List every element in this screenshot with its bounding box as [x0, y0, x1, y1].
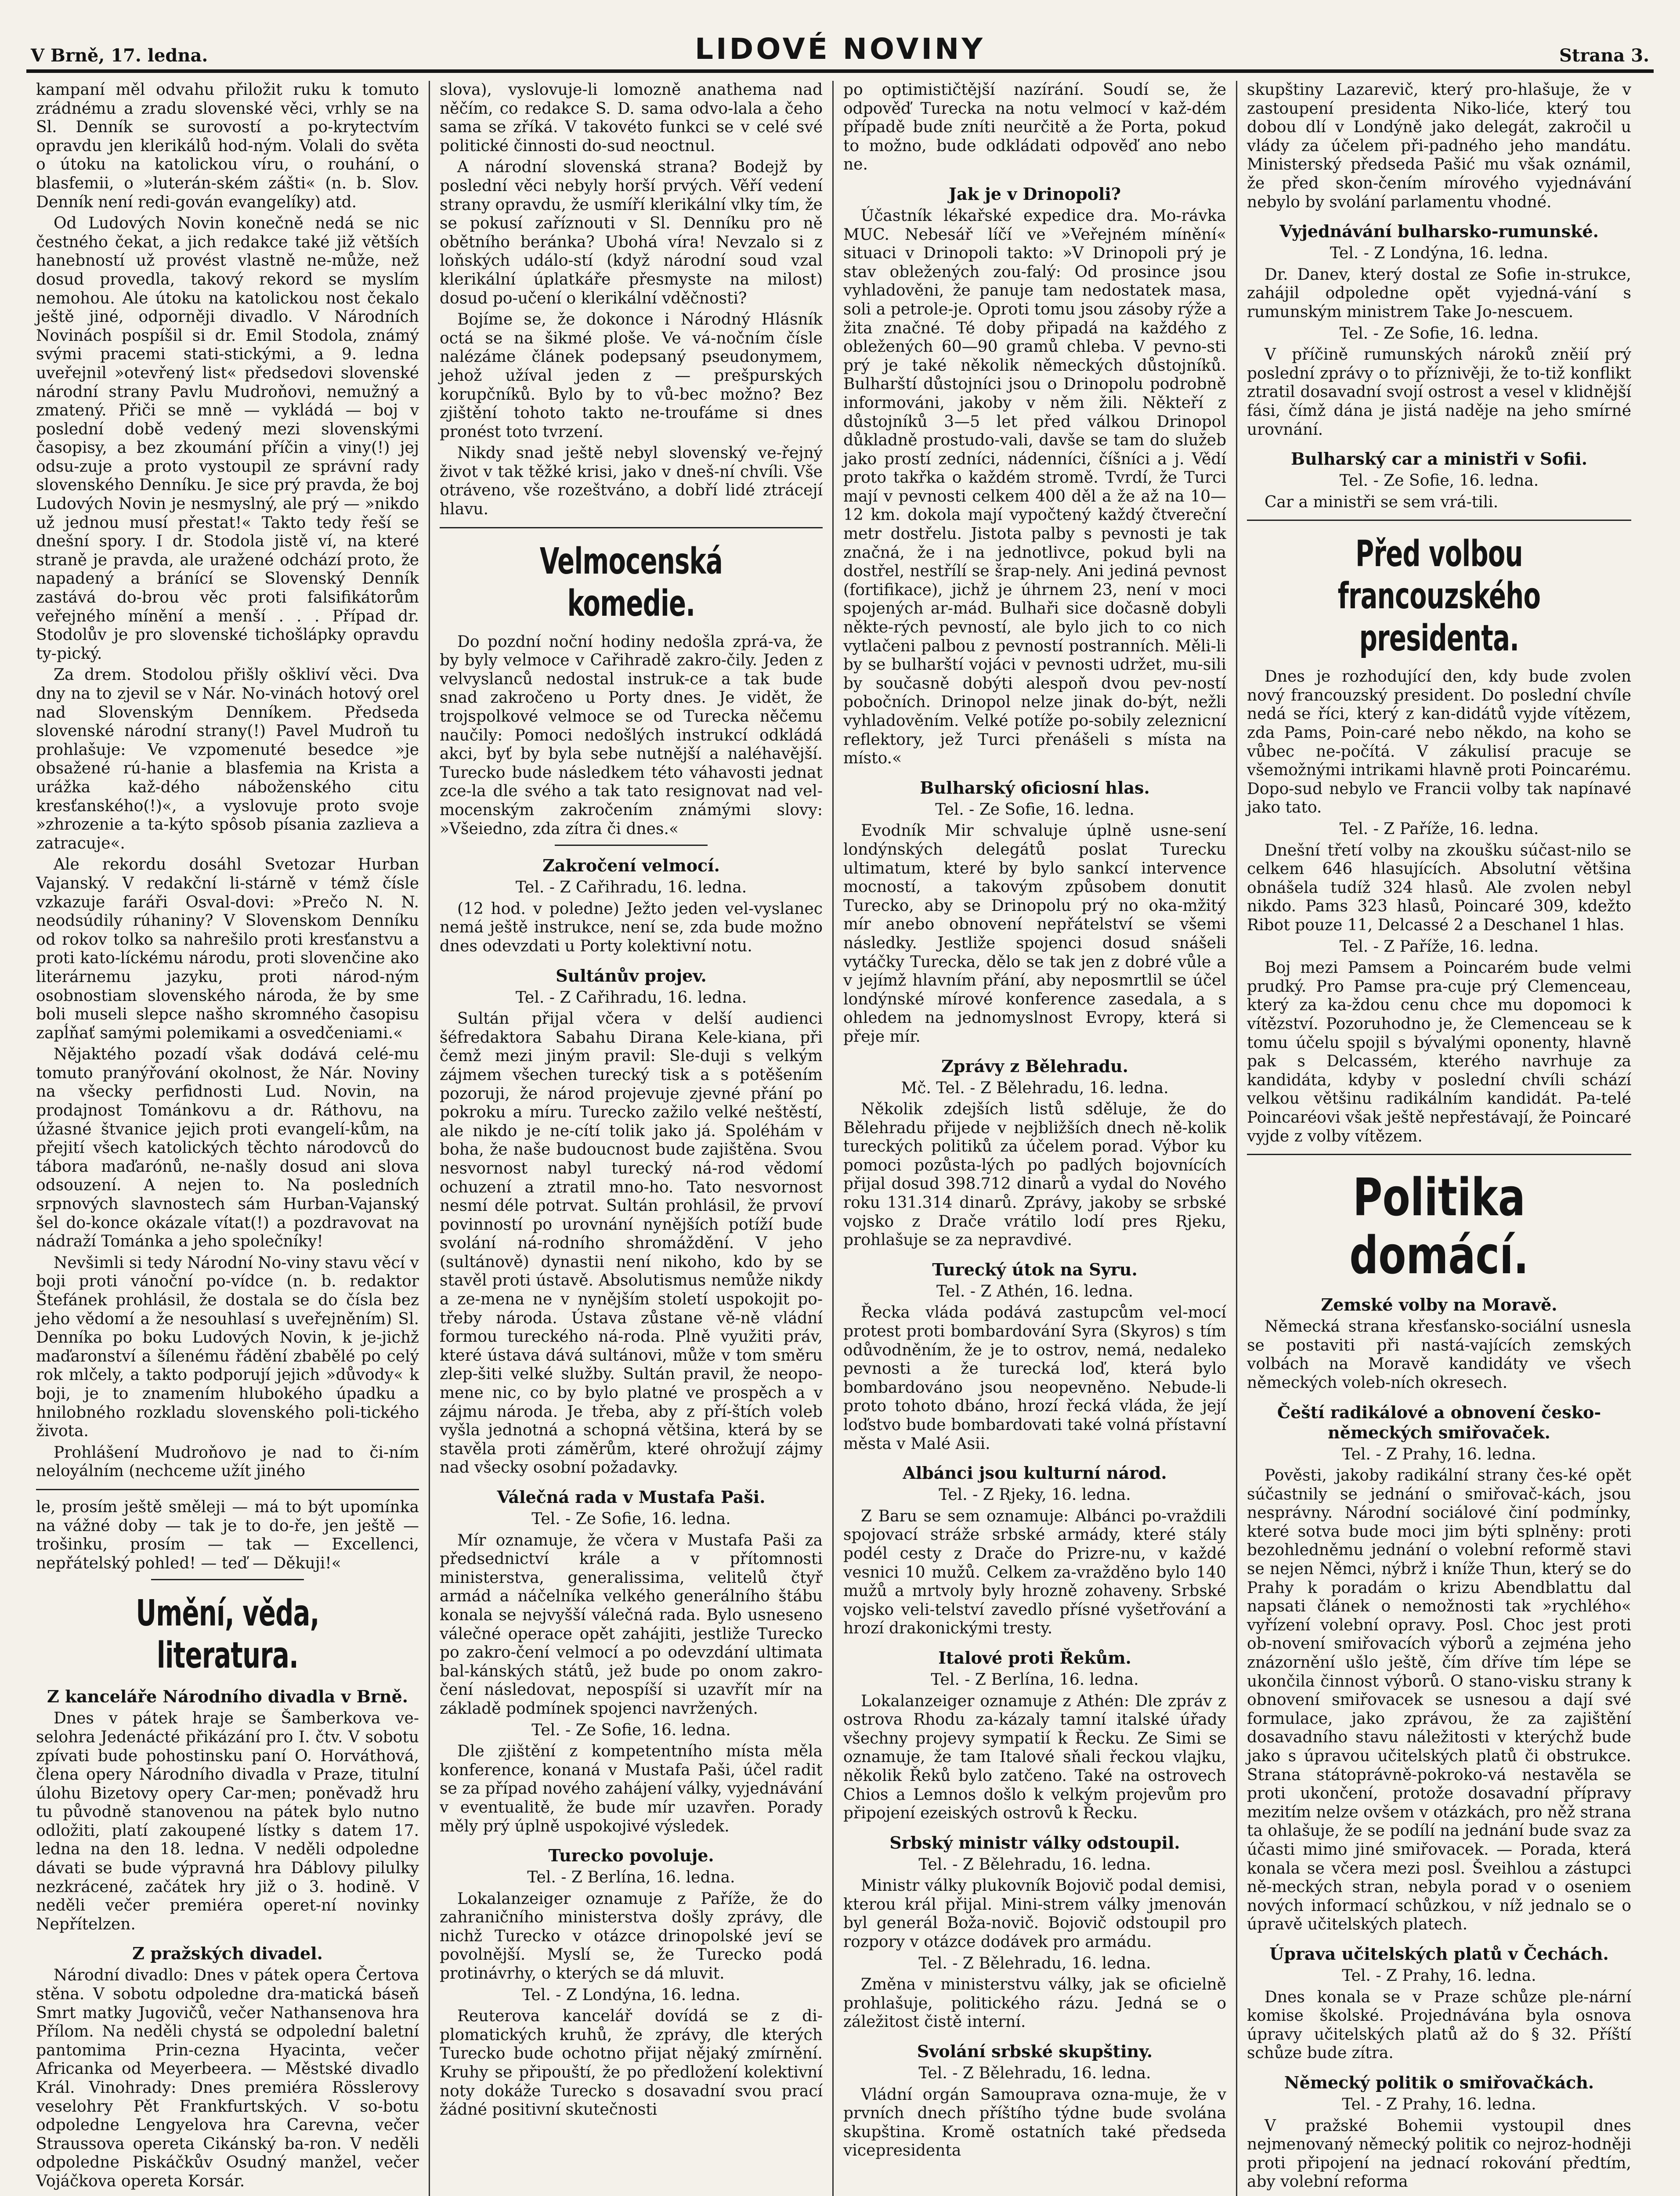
dateline: Tel. - Z Athén, 16. ledna. [936, 1282, 1134, 1300]
section-divider [1247, 1154, 1631, 1155]
article-text: le, prosím ještě směleji — má to být upomínka na vážné doby — tak je to do-ře, jen ještě — trošinku, prosím — tak — Excellenci, nepřátelský pohled! — teď — Děkuji!« [36, 1498, 419, 1572]
article-headline: Turecký útok na Syru. [932, 1259, 1138, 1279]
section-divider [440, 527, 823, 528]
dateline: Tel. - Ze Sofie, 16. ledna. [1339, 324, 1539, 343]
dateline: Tel. - Z Berlína, 16. ledna. [931, 1670, 1139, 1689]
page-number: Strana 3. [1559, 45, 1649, 66]
section-heading-umeni: Umění, věda, literatura. [136, 1593, 319, 1677]
article-headline: Albánci jsou kulturní národ. [903, 1463, 1167, 1483]
article-text: A národní slovenská strana? Bodejž by poslední věci nebyly horší prvých. Věří vedení strany opravdu, že usmíří klerikální vlky tím, že se pokusí zaříznouti v Sl. Denníku pro ně obětního beránka? Ubohá víra! Nevzalo si z loňských událo-stí (když národní soud vzal klerikální úplatkáře přesmyste na milost) dosud po-učení o klerikální vděčnosti? [440, 158, 823, 307]
location-date: V Brně, 17. ledna. [31, 45, 208, 66]
article-text: Evodník Mir schvaluje úplně usne-sení londýnských delegátů poslat Turecku ultimatum, které by bylo sankcí intervence mocností, a takovým způsobem donutit Turecko, aby se Drinopolu prý no oka-mžitý mír anebo obnovení nepřátelství se všemi následky. Jestliže spojenci dosud snášeli vytáčky Turecka, dělo se tak jen z dobré vůle a v jejímž hlavním přání, aby neposmrtlil se účel londýnské mírové konference zasedala, a s ohledem na jednomyslnost Evropy, která si přeje mír. [843, 822, 1226, 1046]
article-text: Změna v ministerstvu války, jak se oficielně prohlašuje, politického rázu. Jedná se o záležitost čistě interní. [843, 1976, 1226, 2031]
article-headline-pred-volbou: Před volbou francouzského presidenta. [1337, 533, 1541, 660]
article-headline: Válečná rada v Mustafa Paši. [497, 1487, 766, 1507]
article-headline: Z kanceláře Národního divadla v Brně. [47, 1687, 408, 1707]
dateline: Tel. - Z Berlína, 16. ledna. [527, 1868, 735, 1887]
article-headline: Z pražských divadel. [132, 1943, 323, 1964]
article-text: (12 hod. v poledne) Ježto jeden vel-vyslanec nemá ještě instrukce, není se, zda bude možno dnes odevzdati u Porty kolektivní notu. [440, 899, 823, 955]
article-text: Vládní orgán Samouprava ozna-muje, že v prvních dnech příštího týdne bude svolána skupština. Kromě ostatních také předseda vicepresidenta [843, 2085, 1226, 2160]
column-1 [26, 81, 430, 2196]
dateline: Tel. - Ze Sofie, 16. ledna. [531, 1510, 731, 1528]
article-text: Dnešní třetí volby na zkoušku súčast-nilo se celkem 646 hlasujících. Absolutní většina obnášela tudíž 324 hlasů. Ale zvolen nebyl nikdo. Pams 323 hlasů, Poincaré 309, kdežto Ribot pouze 11, Delcassé 2 a Deschanel 1 hlas. [1247, 841, 1631, 934]
article-headline: Italové proti Řekům. [938, 1647, 1131, 1668]
article-text: Několik zdejších listů sděluje, že do Bělehradu přijede v nejbližších dnech ně-kolik tureckých politiků za účelem porad. Výbor ku pomoci pozůsta-lých po padlých bojovnících přijal dosud 398.712 dinarů a vydal do Nového roku 131.314 dinarů. Zprávy, jakoby se srbské vojsko z Drače vrátilo lodí pres Rjeku, prohlašuje se za nepravdivé. [843, 1100, 1226, 1250]
article-text: Bojíme se, že dokonce i Národný Hlásník octá se na šikmé ploše. Ve vá-nočním čísle nalézáme článek podepsaný pseudonymem, jehož užíval jeden z — prešpurských korupčníků. Bylo by to vů-bec možno? Bez zjištění tohoto takto ne-troufáme si dnes pronést toto tvrzení. [440, 311, 823, 441]
article-text: Mír oznamuje, že včera v Mustafa Paši za předsednictví krále a v přítomnosti ministerstva, generalissima, velitelů čtyř armád a náčelníka velkého generálního štábu konala se nejvyšší válečná rada. Bylo usneseno válečné operace opět zahájiti, jestliže Turecko po zakro-čení velmocí a po odevzdání ultimata bal-kánských států, jež bude po onom zakro-čení následovat, nepospíší si uzavřít mír na základě podmínek spojenci navržených. [440, 1531, 823, 1718]
section-heading-politika: Politika domácí. [1349, 1167, 1529, 1286]
article-text: Německá strana křesťansko-sociální usnesla se postaviti při nastá-vajících zemských volbách na Moravě kandidáty ve všech německých voleb-ních okresech. [1247, 1318, 1631, 1392]
article-headline: Zakročení velmocí. [542, 856, 720, 876]
article-headline: Úprava učitelských platů v Čechách. [1269, 1943, 1609, 1964]
article-text: po optimističtější nazírání. Soudí se, že odpověď Turecka na notu velmocí v kaž-dém případě bude zníti neurčitě a že Porta, pokud to možno, bude odkládati odpověď ano nebo ne. [843, 81, 1226, 174]
article-text: V příčině rumunských nároků zněií prý poslední zprávy o to příznivěji, že to-tiž konflikt ztratil dosavadní svojí ostrost a vesel v klidnější fási, čímž dána je jistá naděje na jeho smírné urovnání. [1247, 346, 1631, 439]
dateline: Tel. - Z Cařihradu, 16. ledna. [515, 878, 747, 897]
dateline: Tel. - Z Cařihradu, 16. ledna. [515, 988, 747, 1007]
article-text: skupštiny Lazarevič, který pro-hlašuje, že v zastoupení presidenta Niko-liće, který tou dobou dlí v Londýně jako delegát, zakročil u vlády za účelem při-padného jeho mandátu. Ministerský předseda Pašić mu však oznámil, že před skon-čením mírového vyjednávání nebylo by svolání parlamentu vhodné. [1247, 81, 1631, 211]
article-text: slova), vyslovuje-li lomozně anathema nad něčím, co redakce S. D. sama odvo-lala a čeho sama se zříká. V takovéto funkci se v celé své politické činnosti do-sud neoctnul. [440, 81, 823, 155]
article-text: Účastník lékařské expedice dra. Mo-rávka MUC. Nebesář líčí ve »Veřejném mínění« situaci v Drinopoli takto: »V Drinopoli prý je stav obležených zou-falý: Od prosince jsou vyhladověni, že panuje tam nedostatek masa, soli a petrole-je. Oproti tomu jsou zásoby rýže a žita značné. Té doby připadá na každého z obležených 60—90 gramů chleba. V pevno-sti prý je také několik německých důstojníků. Bulharští důstojníci jsou o Drinopolu podrobně informováni, jakoby v něm žili. Někteří z důstojníků 3—5 let před válkou Drinopol důkladně prostudo-vali, davše se tam do služeb jako prostí zedníci, nádenníci, číšníci a j. Vědí proto takřka o každém stromě. Tvrdí, že Turci mají v pevnosti celkem 400 děl a že až na 10—12 km. dokola mají vypočtený každý čtvereční metr dostřelu. Jistota palby s pevnosti je tak značná, že i na jednotlivce, pokud byli na dostřel, nestřílí se šrap-nely. Ani jediná pevnost (fortifikace), jichž je úhrnem 23, není v moci spojených ar-mád. Bulhaři sice dočasně dobyli někte-rých pevností, ale bylo jich to co nich vytlačeni palbou z pevností postranních. Měli-li by se bulharští vojáci v pevnosti udržet, mu-sili by současně dobýti alespoň dvou pev-ností pobočních. Drinopol nelze jinak do-být, nežli vyhladověním. Velké potíže po-sobily zeleznicní reflektory, jež Turci přenášeli s místa na místo.« [843, 206, 1226, 768]
section-divider [1247, 520, 1631, 521]
article-headline: Svolání srbské skupštiny. [917, 2041, 1153, 2062]
article-headline: Zprávy z Bělehradu. [941, 1056, 1128, 1076]
article-text: Boj mezi Pamsem a Poincarém bude velmi prudký. Pro Pamse pra-cuje prý Clemenceau, který za ka-ždou cenu chce mu dopomoci k vítězství. Pozoruhodno je, že Clemenceau se k tomu účelu spojil s bývalými oponenty, hlavně pak s Delcassém, kterého navrhuje za kandidáta, kdyby v poslední chvíli schází velkou většinu radikálním kandidát. Pa-telé Poincaréovi však ještě nepřestávají, že Poincaré vyjde z volby vítězem. [1247, 959, 1631, 1145]
article-headline: Německý politik o smiřovačkách. [1284, 2072, 1594, 2092]
article-text: Ministr války plukovník Bojovič podal demisi, kterou král přijal. Mini-strem války jmenován byl generál Boža-novič. Bojovič odstoupil pro rozpory v otázce dodávek pro armádu. [843, 1877, 1226, 1951]
article-text: Nějaktého pozadí však dodává celé-mu tomuto pranýřování okolnost, že Nár. Noviny na všecky perfidnosti Lud. Novin, na prodajnost Tománkovu a dr. Ráthovu, na úžasné štvanice jejich proti evangelí-kům, na přejití všech katolických těchto národovců do tábora maďarónů, ne-našly dosud ani slova odsouzení. A nejen to. Na posledních srpnových slavnostech sám Hurban-Vajanský šel do-konce okázale vítat(!) a pozdravovat na nádraží Tománka a jeho společníky! [36, 1045, 419, 1251]
article-headline: Zemské volby na Moravě. [1321, 1295, 1557, 1315]
paper-title: LIDOVÉ NOVINY [694, 32, 986, 66]
article-headline: Čeští radikálové a obnovení česko-německých smiřovaček. [1277, 1402, 1601, 1442]
dateline: Tel. - Z Londýna, 16. ledna. [1330, 244, 1549, 263]
dateline: Tel. - Z Paříže, 16. ledna. [1339, 820, 1539, 838]
article-text: Dle zjištění z kompetentního místa měla konference, konaná v Mustafa Paši, účel radit se za případ nového zahájení války, vyjednávání v eventualitě, že bude mír uzavřen. Porady měly prý úplně uspokojivé výsledek. [440, 1742, 823, 1835]
article-text: Dnes v pátek hraje se Šamberkova ve-selohra Jedenácté přikázání pro I. čtv. V sobotu zpívati bude pohostinsku paní O. Horváthová, člena opery Národního divadla v Praze, titulní úlohu Bizetovy opery Car-men; poněvadž hru tu původně stanovenou na pátek bylo nutno odložiti, platí zakoupené lístky s datem 17. ledna na den 18. ledna. V neděli odpoledne dávati se bude výpravná hra Dáblovy pilulky nezkrácené, začátek hry již o 3. hodině. V neděli večer premiéra operet-ní novinky Nepřítelzen. [36, 1709, 419, 1933]
article-headline: Srbský ministr války odstoupil. [889, 1832, 1180, 1853]
article-text: kampaní měl odvahu přiložit ruku k tomuto zrádnému a zradu slovenské věci, vrhly se na Sl. Denník se surovostí a po-krytectvím opravdu jen klerikálů hod-ným. Volali do světa o útoku na katolickou víru, o rouhání, o blasfemii, o »luterán-ském zášti« (n. b. Slov. Denník není redi-gován evangelíky) atd. [36, 81, 419, 211]
dateline: Tel. - Z Paříže, 16. ledna. [1339, 937, 1539, 956]
article-headline: Vyjednávání bulharsko-rumunské. [1279, 221, 1599, 242]
dateline: Tel. - Z Prahy, 16. ledna. [1342, 1445, 1536, 1463]
article-text: Dnes je rozhodující den, kdy bude zvolen nový francouzský president. Do poslední chvíle nedá se říci, který z kan-didátů vyjde vítězem, zda Pams, Poin-caré nebo někdo, na koho se vůbec ne-počítá. V zákulisí pracuje se všemožnými intrikami hlavně proti Poincarému. Dopo-sud nebylo ve Francii volby tak napínavé jako tato. [1247, 668, 1631, 817]
column-3 [834, 81, 1237, 2196]
article-headline: Bulharský car a ministři v Sofii. [1290, 449, 1588, 469]
dateline: Tel. - Ze Sofie, 16. ledna. [531, 1721, 731, 1739]
article-text: Za drem. Stodolou přišly oškliví věci. Dva dny na to zjevil se v Nár. No-vinách hotový orel nad Slovenským Denníkem. Předseda slovenské národní strany(!) Pavel Mudroň tu prohlašuje: Ve vzpomenuté besedce »je obsažené rú-hanie a blasfemia na Krista a urážka kaž-dého náboženského citu kresťanského(!)«, a vyslovuje proto svoje »zhrozenie a ta-kýto spôsob písania zazlieva a zatracuje«. [36, 666, 419, 852]
dateline: Mč. Tel. - Z Bělehradu, 16. ledna. [901, 1079, 1169, 1097]
dateline: Tel. - Z Bělehradu, 16. ledna. [918, 1954, 1151, 1972]
article-text: Sultán přijal včera v delší audienci šéfredaktora Sabahu Dirana Kele-kiana, při čemž mezi jiným pravil: Sle-duji s velkým zájmem všechen turecký tisk a s potěšením pozoruji, že národ projevuje zjevné přání po pokroku a míru. Turecko zažilo velké neštěstí, ale nikdo je ne-cítí tolik jako já. Spoléhám v boha, že naše budoucnost bude zajištěna. Svou nesvornost nabyl turecký ná-rod vědomí ochuzení a ztratil mno-ho. Tato nesvornost nesmí déle potrvat. Sultán prohlásil, že prvoví povinností po urovnání nynějších potíží bude svolání ná-rodního shromáždění. V jeho (sultánově) dynastii není nikoho, kdo by se stavěl proti ústavě. Absolutismus nemůže nikdy a ze-mena ne v nynějším století uspokojit po-třeby národa. Ústava zůstane vě-ně vládní formou tureckého ná-roda. Plně využiti práv, které ústava dává sultánovi, může v tom směru zlep-šiti velké služby. Sultán pravil, že neopo-mene nic, co by bylo platné ve prospěch a v zájmu národa. Je třeba, aby z pří-štích voleb vyšla jednotná a schopná většina, která by se stavěla proti záměrům, které ohrožují zájmy nad všecky osobní požadavky. [440, 1010, 823, 1477]
article-text: Z Baru se sem oznamuje: Albánci po-vraždili spojovací stráže srbské armády, které stály podél cesty z Drače do Prizre-nu, v každé vesnici 10 mužů. Celkem za-vražděno bylo 140 mužů a mrtvoly byly hrozně zohaveny. Srbské vojsko veli-telství zavedlo přísné vyšetřování a hrozí drakonickými tresty. [843, 1507, 1226, 1638]
article-headline: Jak je v Drinopoli? [948, 184, 1121, 204]
article-text: Car a ministři se sem vrá-tili. [1265, 493, 1499, 511]
article-text: Lokalanzeiger oznamuje z Paříže, že do zahraničního ministerstva došly zprávy, dle nichž Turecko v otázce drinopolské jeví se povolnější. Myslí se, že Turecko podá protinávrhy, o kterých se dá mluvit. [440, 1889, 823, 1983]
article-headline: Sultánův projev. [556, 965, 707, 986]
dateline: Tel. - Z Prahy, 16. ledna. [1342, 2095, 1536, 2113]
section-divider [151, 1579, 304, 1580]
article-headline: Bulharský oficiosní hlas. [920, 777, 1150, 798]
masthead [26, 18, 1654, 73]
columns [26, 81, 1654, 2196]
article-text: Nevšimli si tedy Národní No-viny stavu věcí v boji proti vánoční po-vídce (n. b. redaktor Štefánek prohlásil, že dostala se do čísla bez jeho vědomí a že nesouhlasí s uveřejněním) Sl. Denníka po boku Ludových Novin, k je-jichž maďaronství a šílenému řádění zbabělé po celý rok mlčely, a takto podporují jejich »důvody« k boji, je to znamením hlubokého úpadku a hnilobného rozkladu slovenského poli-tického života. [36, 1253, 419, 1441]
article-text: Reuterova kancelář dovídá se z di-plomatických kruhů, že zprávy, dle kterých Turecko bude ochotno přijat nějaký zmírnění. Kruhy se připouští, že po předložení kolektivní noty dokáže Turecko s dosavadní svou prací žádné positivní skutečnosti [440, 2007, 823, 2119]
article-text: Dnes konala se v Praze schůze ple-nární komise školské. Projednávána byla osnova úpravy učitelských platů až do § 32. Příští schůze bude zítra. [1247, 1988, 1631, 2062]
section-divider [555, 845, 708, 846]
article-text: Dr. Danev, který dostal ze Sofie in-strukce, zahájil odpoledne opět vyjedná-vání s rumunským ministrem Take Jo-nescuem. [1247, 265, 1631, 321]
dateline: Tel. - Z Prahy, 16. ledna. [1342, 1966, 1536, 1985]
article-text: Nikdy snad ještě nebyl slovenský ve-řejný život v tak těžké krisi, jako v dneš-ní chvíli. Vše otráveno, vše rozeštváno, a dobří lidé ztrácejí hlavu. [440, 444, 823, 519]
column-2 [430, 81, 834, 2196]
dateline: Tel. - Ze Sofie, 16. ledna. [935, 800, 1134, 819]
article-text: Od Ludových Novin konečně nedá se nic čestného čekat, a jich redakce také již větších hanebností už provést vlastně ne-může, než dosud provedla, takový rekord se myslím nemohou. Ale útoku na katolickou nost čekalo ještě jiné, odporněji divadlo. V Národních Novinách pospíšil si dr. Emil Stodola, známý svými pracemi stati-stickými, a 9. ledna uveřejnil »otevřený list« předsedovi slovenské národní strany Pavlu Mudroňovi, nemužný a zmatený. Přiči se mně — vykládá — boj v poslední době vedený mezi slovenskými časopisy, a bez zkoumání příčin a viny(!) jej odsu-zuje a proto vystoupil ze správní rady slovenského Denníku. Je sice prý pravda, že boj Ludových Novin je nesmyslný, ale prý — »nikdo už jednou musí přestat!« Takto tedy řeší se dnešní spory. I dr. Stodola jistě ví, na které straně je pravda, ale uražené odchází proto, že napadený a bránící se Slovenský Denník zastává do-brou věc proti falsifikátorům veřejného mínění a menší . . . Případ dr. Stodolův je pro slovenské tichošlápky opravdu ty-pický. [36, 214, 419, 663]
dateline: Tel. - Z Rjeky, 16. ledna. [939, 1486, 1131, 1504]
article-text: Ale rekordu dosáhl Svetozar Hurban Vajanský. V redakční li-stárně v témž čísle vzkazuje faráři Osval-dovi: »Prečo N. N. neodsúdily rúhaniny? V Slovenskom Denníku od rokov tolko sa nahrešilo proti kresťanstvu a proti kato-líckému národu, proti slovenčine ako literárnemu jazyku, proti národ-ným osobnostiam slovenského národa, že by sme boli museli slepce našho skromného časopisu zapĺňať samými polemikami a osvedčeniami.« [36, 856, 419, 1042]
article-headline-velmocenska: Velmocenská komedie. [539, 540, 723, 625]
article-text: Lokalanzeiger oznamuje z Athén: Dle zpráv z ostrova Rhodu za-kázaly tamní italské úřady všechny projevy sympatií k Řecku. Ze Simi se oznamuje, že tam Italové sňali řeckou vlajku, několik Řeků bylo zatčeno. Také na ostrovech Chios a Lemnos došlo k velkým projevům pro připojení ezeiských ostrovů k Řecku. [843, 1692, 1226, 1823]
article-headline: Turecko povoluje. [548, 1846, 714, 1866]
column-divider [36, 1489, 419, 1490]
article-text: Národní divadlo: Dnes v pátek opera Čertova stěna. V sobotu odpoledne dra-matická báseň Smrt matky Jugovičů, večer Nathansenova hra Přílom. Na neděli chystá se odpolední baletní pantomima Prin-cezna Hyacinta, večer Africanka od Meyerbeera. — Městské divadlo Král. Vinohrady: Dnes premiéra Rösslerovy veselohry Pět Frankfurtských. V so-botu odpoledne Lengyelova hra Carevna, večer Straussova opereta Cikánský ba-ron. V neděli odpoledne Piskáčkův Osudný manžel, večer Vojáčkova opereta Korsár. [36, 1966, 419, 2190]
article-text: Prohlášení Mudroňovo je nad to či-ním neloyálním (nechceme užít jiného [36, 1443, 419, 1481]
article-text: Do pozdní noční hodiny nedošla zprá-va, že by byly velmoce v Cařihradě zakro-čily. Jeden z velvyslanců nedostal instruk-ce a tak bude snad zakročeno u Porty dnes. Je vidět, že trojspolkové velmoce se od Turecka něčemu naučily: Pomoci nedošlých instrukcí odkládá akci, byť by byla sebe nutnější a naléhavější. Turecko bude následkem této váhavosti jednat zce-la dle svého a tak tato resignovat nad vel-mocenským zakročením známými slovy: »Všeiedno, zda zítra či dnes.« [440, 632, 823, 838]
article-text: Řecka vláda podává zastupcům vel-mocí protest proti bombardování Syra (Skyros) s tím odůvodněním, že je to ostrov, nemá, nedaleko pevnosti a že turecká loď, která bylo bombardováno jsou neopevněno. Nebude-li proto tohoto dbáno, hrozí řecká vláda, že její loďstvo bude bombardovati také volná přístavní města v Malé Asii. [843, 1304, 1226, 1453]
dateline: Tel. - Z Bělehradu, 16. ledna. [918, 1855, 1151, 1874]
article-text: V pražské Bohemii vystoupil dnes nejmenovaný německý politik co nejroz-hodněji proti připojení na jednací rokování předtím, aby volební reforma [1247, 2117, 1631, 2191]
dateline: Tel. - Z Londýna, 16. ledna. [522, 1986, 741, 2004]
dateline: Tel. - Ze Sofie, 16. ledna. [1339, 472, 1539, 490]
article-text: Pověsti, jakoby radikální strany čes-ké opět súčastnily se jednání o smiřovač-kách, jsou nesprávny. Národní sociálové činí podmínky, které sotva bude moci jim býti splněny: proti bezohledněmu jednání o volební reformě stavi se nejen Němci, nýbrž i kníže Thun, který se do Prahy k poradám o krizu Abendblattu dal napsati článek o nemožnosti tak »rychlého« vyřízení volební opravy. Posl. Choc jest proti ob-novení smiřovacích výborů a zejména jeho znázornění ušlo ještě, čím dříve tím lépe se ukončila činnost výborů. O stano-visku strany k obnovení smiřovacek se usnesou a dají své formulace, jako zprávou, že za zajištění dosavadního stavu náležitosti v kterýchž bude jako s úpravou učitelských platů či obstrukce. Strana státoprávně-pokroko-vá nestavěla se proti ukončení, protože dosavadní přípravy mezitím nelze ovšem v otázkách, pro něž strana ta ohlašuje, že se podílí na jednání bude svaz za účasti mimo jiné smiřovacek. — Porada, která konala se včera mezi posl. Šveihlou a zástupci ně-meckých stran, nebyla porad v o oseniem nových informací schůzkou, v níž jednalo se o úpravě učitelských platech. [1247, 1466, 1631, 1934]
column-4 [1237, 81, 1641, 2196]
dateline: Tel. - Z Bělehradu, 16. ledna. [918, 2064, 1151, 2083]
newspaper-page [26, 18, 1654, 2196]
